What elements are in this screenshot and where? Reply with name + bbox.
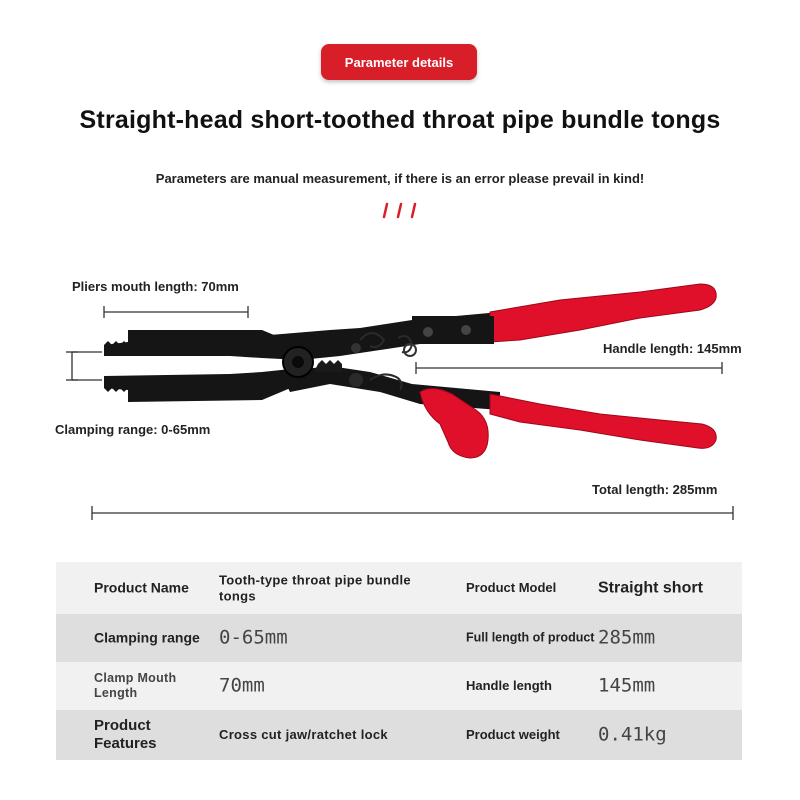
spec-label: Product weight — [466, 727, 560, 743]
lower-jaw — [104, 368, 300, 402]
spec-value: Cross cut jaw/ratchet lock — [219, 727, 388, 743]
spec-value: 0.41kg — [598, 723, 667, 746]
spec-label: Clamping range — [94, 629, 200, 646]
spec-value: 70mm — [219, 674, 265, 697]
handle-length-dimension — [416, 362, 722, 374]
spec-label: Product Name — [94, 579, 189, 596]
spec-label: Full length of product — [466, 630, 595, 645]
spec-value: 0-65mm — [219, 626, 288, 649]
spec-label: Product Model — [466, 580, 557, 596]
upper-handle — [490, 284, 716, 342]
spec-value: 145mm — [598, 674, 656, 697]
measurement-disclaimer: Parameters are manual measurement, if there is an error please prevail in kind! — [155, 171, 645, 186]
ratchet-pin-lower — [349, 373, 363, 387]
spec-label: Clamp Mouth Length — [94, 671, 177, 700]
spec-value: Tooth-type throat pipe bundle tongs — [219, 572, 411, 603]
rivet-icon — [423, 327, 433, 337]
handle-length-label: Handle length: 145mm — [603, 341, 742, 356]
spec-value: Straight short — [598, 579, 703, 597]
clamping-range-label: Clamping range: 0-65mm — [55, 422, 211, 437]
table-row — [56, 662, 742, 710]
table-row — [56, 710, 742, 760]
page-title: Straight-head short-toothed throat pipe bundle tongs — [79, 106, 721, 134]
rivet-icon — [461, 325, 471, 335]
upper-jaw — [104, 330, 300, 360]
mouth-length-dimension — [104, 306, 248, 318]
total-length-label: Total length: 285mm — [592, 482, 718, 497]
parameter-details-badge: Parameter details — [321, 44, 477, 80]
ratchet-pin-upper — [351, 343, 361, 353]
spec-label: Handle length — [466, 678, 552, 694]
table-row — [56, 614, 742, 662]
spec-label: Product Features — [94, 717, 157, 752]
total-length-dimension — [92, 506, 733, 520]
specification-table — [56, 562, 742, 760]
mouth-length-label: Pliers mouth length: 70mm — [72, 279, 239, 294]
table-row — [56, 562, 742, 614]
spec-value: 285mm — [598, 626, 656, 649]
lower-handle — [490, 394, 716, 448]
clamping-range-dimension — [66, 352, 102, 380]
